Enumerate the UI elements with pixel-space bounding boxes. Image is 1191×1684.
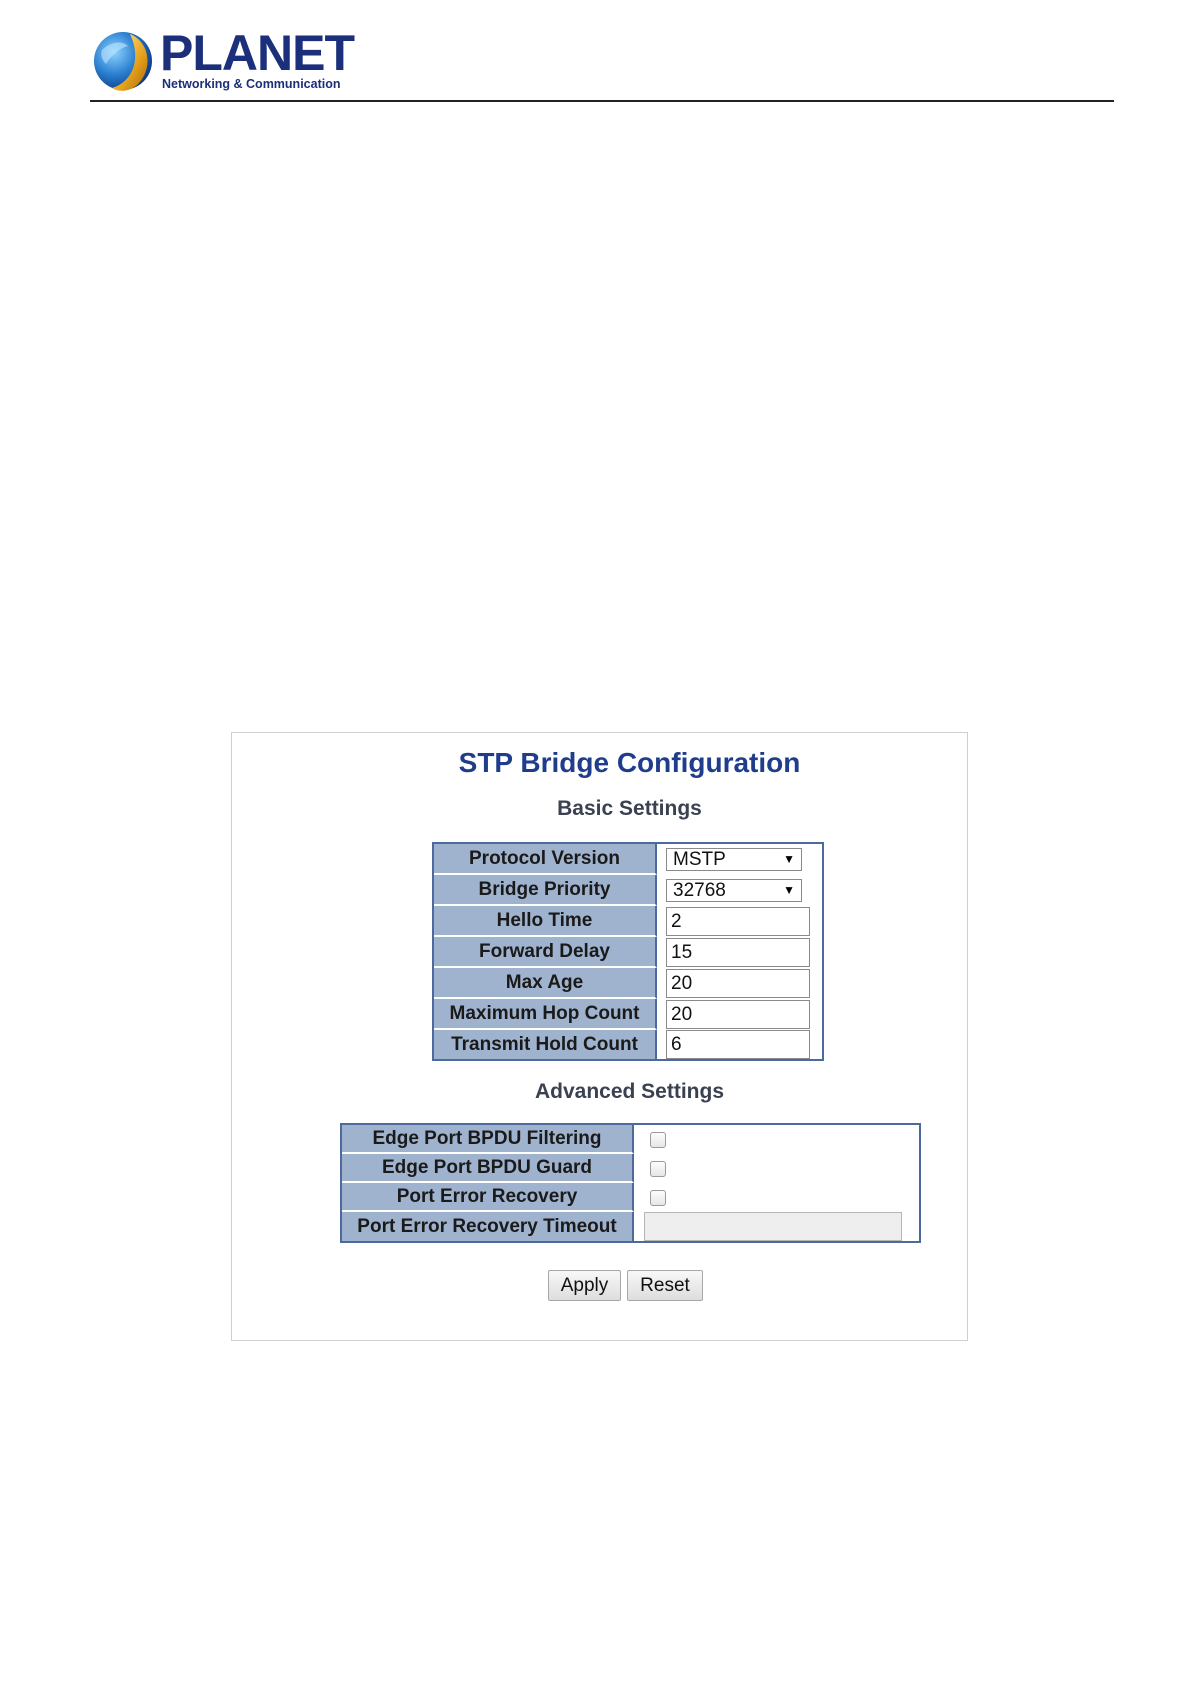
page-title: STP Bridge Configuration [458, 747, 801, 778]
protocol-version-select[interactable] [666, 848, 802, 871]
advanced-settings-table [340, 1123, 921, 1243]
hello-time-label: Hello Time [434, 906, 657, 937]
port-error-recovery-timeout-input [644, 1212, 902, 1241]
bridge-priority-select[interactable] [666, 879, 802, 902]
stp-bridge-config-panel [231, 732, 968, 1341]
edge-port-bpdu-filtering-checkbox[interactable] [650, 1132, 666, 1148]
dropdown-arrow-icon: ▼ [783, 852, 795, 866]
globe-icon [92, 30, 154, 92]
table-row [434, 937, 822, 968]
transmit-hold-count-input[interactable]: 6 [666, 1030, 810, 1059]
port-error-recovery-checkbox[interactable] [650, 1190, 666, 1206]
table-row [342, 1183, 919, 1212]
table-row [434, 968, 822, 999]
max-age-input[interactable]: 20 [666, 969, 810, 998]
max-age-label: Max Age [434, 968, 657, 999]
reset-button[interactable]: Reset [627, 1270, 703, 1301]
maximum-hop-count-label: Maximum Hop Count [434, 999, 657, 1030]
bridge-priority-label: Bridge Priority [434, 875, 657, 906]
table-row [434, 875, 822, 906]
apply-button[interactable]: Apply [548, 1270, 621, 1301]
planet-logo [92, 25, 354, 94]
port-error-recovery-label: Port Error Recovery [342, 1183, 634, 1212]
port-error-recovery-timeout-label: Port Error Recovery Timeout [342, 1212, 634, 1241]
edge-port-bpdu-guard-checkbox[interactable] [650, 1161, 666, 1177]
edge-port-bpdu-guard-label: Edge Port BPDU Guard [342, 1154, 634, 1183]
transmit-hold-count-label: Transmit Hold Count [434, 1030, 657, 1059]
protocol-version-value: MSTP [673, 849, 726, 870]
maximum-hop-count-input[interactable]: 20 [666, 1000, 810, 1029]
brand-name: PLANET [160, 25, 354, 81]
table-row [434, 906, 822, 937]
table-row [434, 999, 822, 1030]
bridge-priority-value: 32768 [673, 880, 726, 901]
brand-tagline: Networking & Communication [162, 77, 341, 91]
table-row [342, 1125, 919, 1154]
header-divider [90, 100, 1114, 102]
table-row [342, 1212, 919, 1241]
table-row [434, 1030, 822, 1059]
dropdown-arrow-icon: ▼ [783, 883, 795, 897]
table-row [434, 844, 822, 875]
basic-settings-heading: Basic Settings [557, 797, 702, 820]
table-row [342, 1154, 919, 1183]
forward-delay-input[interactable]: 15 [666, 938, 810, 967]
forward-delay-label: Forward Delay [434, 937, 657, 968]
basic-settings-table [432, 842, 824, 1061]
advanced-settings-heading: Advanced Settings [534, 1080, 725, 1103]
hello-time-input[interactable]: 2 [666, 907, 810, 936]
protocol-version-label: Protocol Version [434, 844, 657, 875]
edge-port-bpdu-filtering-label: Edge Port BPDU Filtering [342, 1125, 634, 1154]
